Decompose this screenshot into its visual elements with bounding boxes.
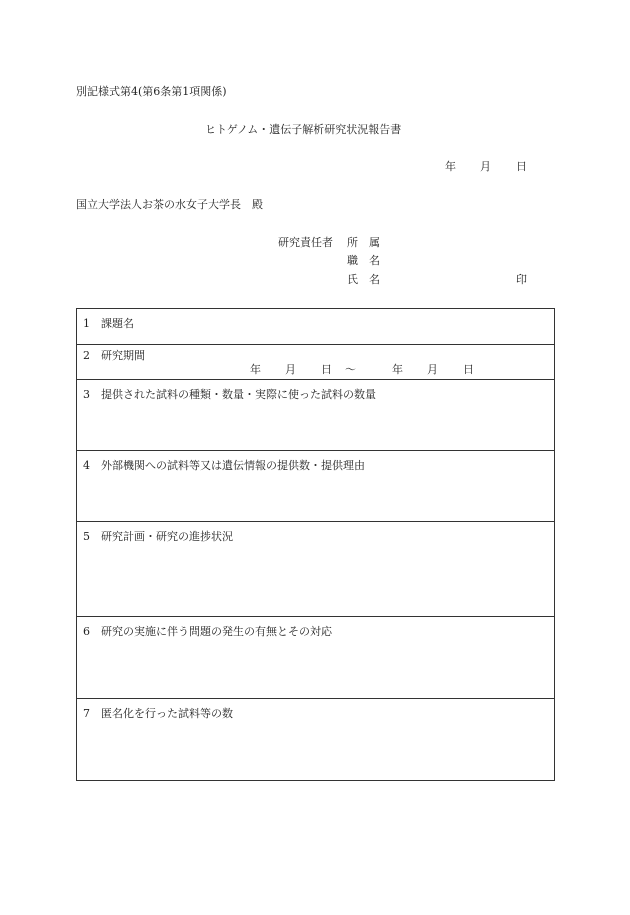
section-label: [83, 317, 134, 331]
affiliation-label: 所 属: [347, 236, 380, 249]
date-month: 月: [480, 160, 491, 173]
section-row-3[interactable]: [77, 380, 554, 451]
period-end-day: 日: [463, 363, 474, 376]
section-title: 研究期間: [101, 349, 145, 362]
section-number: 5: [83, 530, 90, 543]
period-tilde: ～: [345, 363, 356, 376]
form-id: 別記様式第4(第6条第1項関係): [76, 85, 227, 98]
research-period: [77, 363, 554, 377]
section-row-7[interactable]: [77, 699, 554, 780]
report-form-table: [76, 308, 555, 781]
researcher-label: 研究責任者: [278, 236, 333, 249]
period-end-year: 年: [392, 363, 403, 376]
section-row-5[interactable]: [77, 522, 554, 617]
section-label: [83, 625, 332, 639]
section-row-2[interactable]: [77, 345, 554, 380]
period-start-year: 年: [250, 363, 261, 376]
section-number: 4: [83, 459, 90, 472]
seal-mark: 印: [516, 273, 527, 286]
section-row-6[interactable]: [77, 617, 554, 699]
section-title: 提供された試料の種類・数量・実際に使った試料の数量: [101, 388, 376, 401]
period-start-day: 日: [321, 363, 332, 376]
section-title: 研究の実施に伴う問題の発生の有無とその対応: [101, 625, 332, 638]
section-label: [83, 707, 233, 721]
section-row-4[interactable]: [77, 451, 554, 522]
section-number: 6: [83, 625, 90, 638]
name-label: 氏 名: [347, 273, 380, 286]
section-title: 外部機関への試料等又は遺伝情報の提供数・提供理由: [101, 459, 365, 472]
section-title: 研究計画・研究の進捗状況: [101, 530, 233, 543]
position-label: 職 名: [347, 254, 380, 267]
date-year: 年: [445, 160, 456, 173]
section-row-1[interactable]: [77, 309, 554, 345]
date-day: 日: [516, 160, 527, 173]
section-title: 匿名化を行った試料等の数: [101, 707, 233, 720]
page-title: ヒトゲノム・遺伝子解析研究状況報告書: [205, 123, 402, 136]
addressee: 国立大学法人お茶の水女子大学長 殿: [76, 198, 263, 211]
section-label: [83, 459, 365, 473]
period-end-month: 月: [427, 363, 438, 376]
section-number: 1: [83, 317, 90, 330]
section-number: 3: [83, 388, 90, 401]
section-label: [83, 349, 145, 363]
section-label: [83, 388, 376, 402]
period-start-month: 月: [285, 363, 296, 376]
section-number: 7: [83, 707, 90, 720]
section-label: [83, 530, 233, 544]
section-title: 課題名: [101, 317, 134, 330]
section-number: 2: [83, 349, 90, 362]
